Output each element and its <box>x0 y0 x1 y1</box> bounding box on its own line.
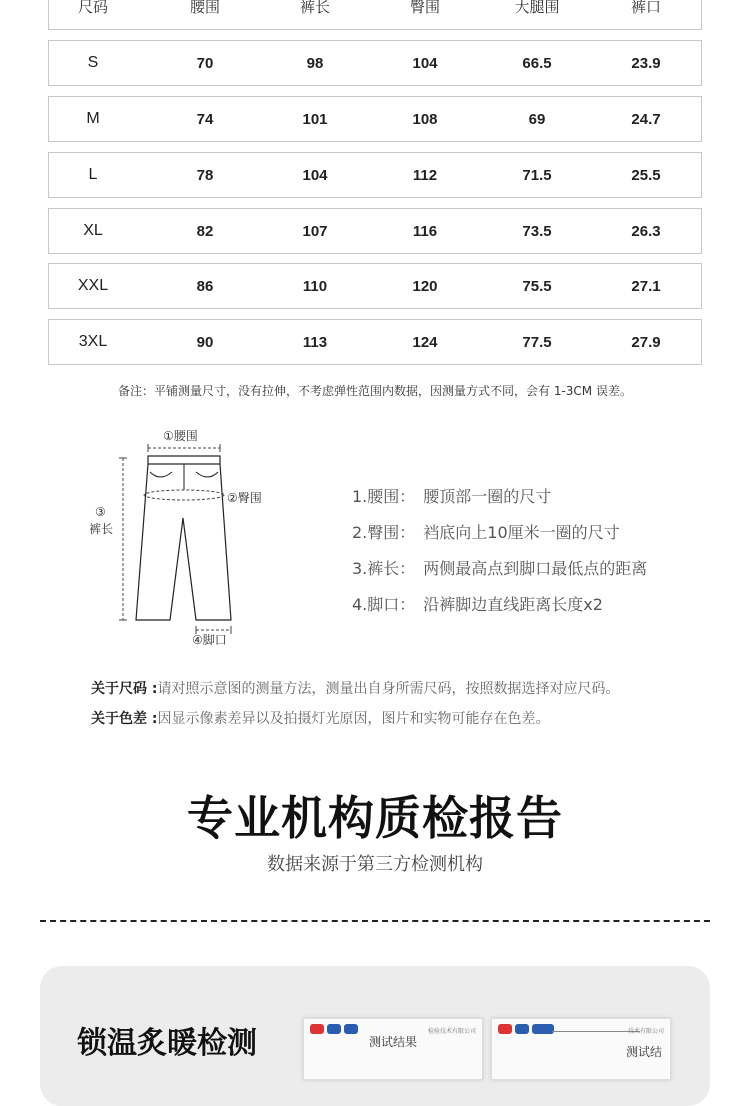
cell-hip: 108 <box>412 110 438 128</box>
method-key: 2.臀围： <box>352 523 416 542</box>
report-lab: 检验技术有限公司 <box>427 1028 476 1035</box>
method-key: 3.裤长： <box>352 559 416 578</box>
cell-waist: 74 <box>196 110 214 128</box>
cell-thigh: 73.5 <box>522 222 552 240</box>
table-row <box>48 152 702 198</box>
cell-length: 113 <box>302 333 328 351</box>
cell-size: XL <box>83 222 103 239</box>
section-subtitle: 数据来源于第三方检测机构 <box>267 854 483 875</box>
measurement-note: 备注：平铺测量尺寸，没有拉伸，不考虑弹性范围内数据，因测量方式不同，会有 1-3CM 误差。 <box>118 384 632 398</box>
cell-size: L <box>88 166 98 183</box>
cell-length: 110 <box>302 277 328 295</box>
report-rule <box>552 1031 640 1032</box>
cell-size: 3XL <box>78 333 108 350</box>
dashed-divider <box>40 920 710 922</box>
report-lab: 技术有限公司 <box>627 1028 664 1035</box>
cell-length: 98 <box>306 54 324 72</box>
header-length: 裤长 <box>299 0 330 16</box>
method-desc: 沿裤脚边直线距离长度x2 <box>423 595 603 614</box>
about-color-text: 因显示像素差异以及拍摄灯光原因，图片和实物可能存在色差。 <box>157 711 550 727</box>
report-heading: 测试结果 <box>368 1035 417 1049</box>
cell-thigh: 75.5 <box>522 277 552 295</box>
cell-waist: 82 <box>196 222 214 240</box>
about-size-text: 请对照示意图的测量方法，测量出自身所需尺码，按照数据选择对应尺码。 <box>157 681 620 697</box>
cell-hip: 116 <box>412 222 438 240</box>
table-row <box>48 263 702 309</box>
cell-thigh: 66.5 <box>522 54 552 72</box>
table-row <box>48 208 702 254</box>
about-size-label: 关于尺码 : <box>91 681 158 697</box>
length-label: 裤长 <box>89 522 114 536</box>
header-size: 尺码 <box>77 0 108 16</box>
table-row <box>48 319 702 365</box>
cell-size: M <box>86 110 100 127</box>
table-row <box>48 96 702 142</box>
method-desc: 腰顶部一圈的尺寸 <box>423 487 552 506</box>
report-thumbnail[interactable] <box>491 1018 671 1080</box>
method-key: 4.脚口： <box>352 595 416 614</box>
about-color-label: 关于色差 : <box>91 711 158 727</box>
method-desc: 两侧最高点到脚口最低点的距离 <box>423 559 648 578</box>
cell-length: 107 <box>302 222 328 240</box>
method-item <box>352 484 551 507</box>
section-title: 专业机构质检报告 <box>187 791 563 845</box>
cell-hip: 120 <box>412 277 438 295</box>
cell-hip: 112 <box>412 166 438 184</box>
size-table-header <box>48 0 702 30</box>
card-title: 锁温炙暖检测 <box>77 1026 257 1061</box>
cell-hip: 124 <box>412 333 438 351</box>
cell-length: 101 <box>302 110 328 128</box>
method-item <box>352 592 603 615</box>
cell-thigh: 69 <box>528 110 546 128</box>
cell-length: 104 <box>302 166 328 184</box>
cell-hip: 104 <box>412 54 438 72</box>
cell-size: S <box>87 54 99 71</box>
header-hem: 裤口 <box>630 0 661 16</box>
cell-waist: 78 <box>196 166 214 184</box>
waist-label: ①腰围 <box>163 429 198 443</box>
table-row <box>48 40 702 86</box>
header-hip: 臀围 <box>409 0 440 16</box>
header-thigh: 大腿围 <box>514 0 560 16</box>
cell-hem: 27.9 <box>631 333 661 351</box>
cell-hem: 25.5 <box>631 166 661 184</box>
certification-logos-icon <box>498 1024 554 1034</box>
report-thumbnail[interactable] <box>303 1018 483 1080</box>
cell-thigh: 71.5 <box>522 166 552 184</box>
method-key: 1.腰围： <box>352 487 416 506</box>
method-item <box>352 520 620 543</box>
cell-waist: 90 <box>196 333 214 351</box>
cell-size: XXL <box>77 277 109 294</box>
header-waist: 腰围 <box>189 0 220 16</box>
cell-waist: 86 <box>196 277 214 295</box>
length-label-number: ③ <box>95 505 106 519</box>
about-size <box>91 678 619 698</box>
cell-hem: 24.7 <box>631 110 661 128</box>
about-color <box>91 708 549 728</box>
cell-hem: 26.3 <box>631 222 661 240</box>
report-heading: 测试结 <box>625 1045 662 1059</box>
cell-thigh: 77.5 <box>522 333 552 351</box>
hem-label: ④脚口 <box>192 633 227 647</box>
cell-waist: 70 <box>196 54 214 72</box>
method-item <box>352 556 647 579</box>
cell-hem: 27.1 <box>631 277 661 295</box>
method-desc: 裆底向上10厘米一圈的尺寸 <box>423 523 620 542</box>
hip-label: ②臀围 <box>227 491 262 505</box>
cell-hem: 23.9 <box>631 54 661 72</box>
